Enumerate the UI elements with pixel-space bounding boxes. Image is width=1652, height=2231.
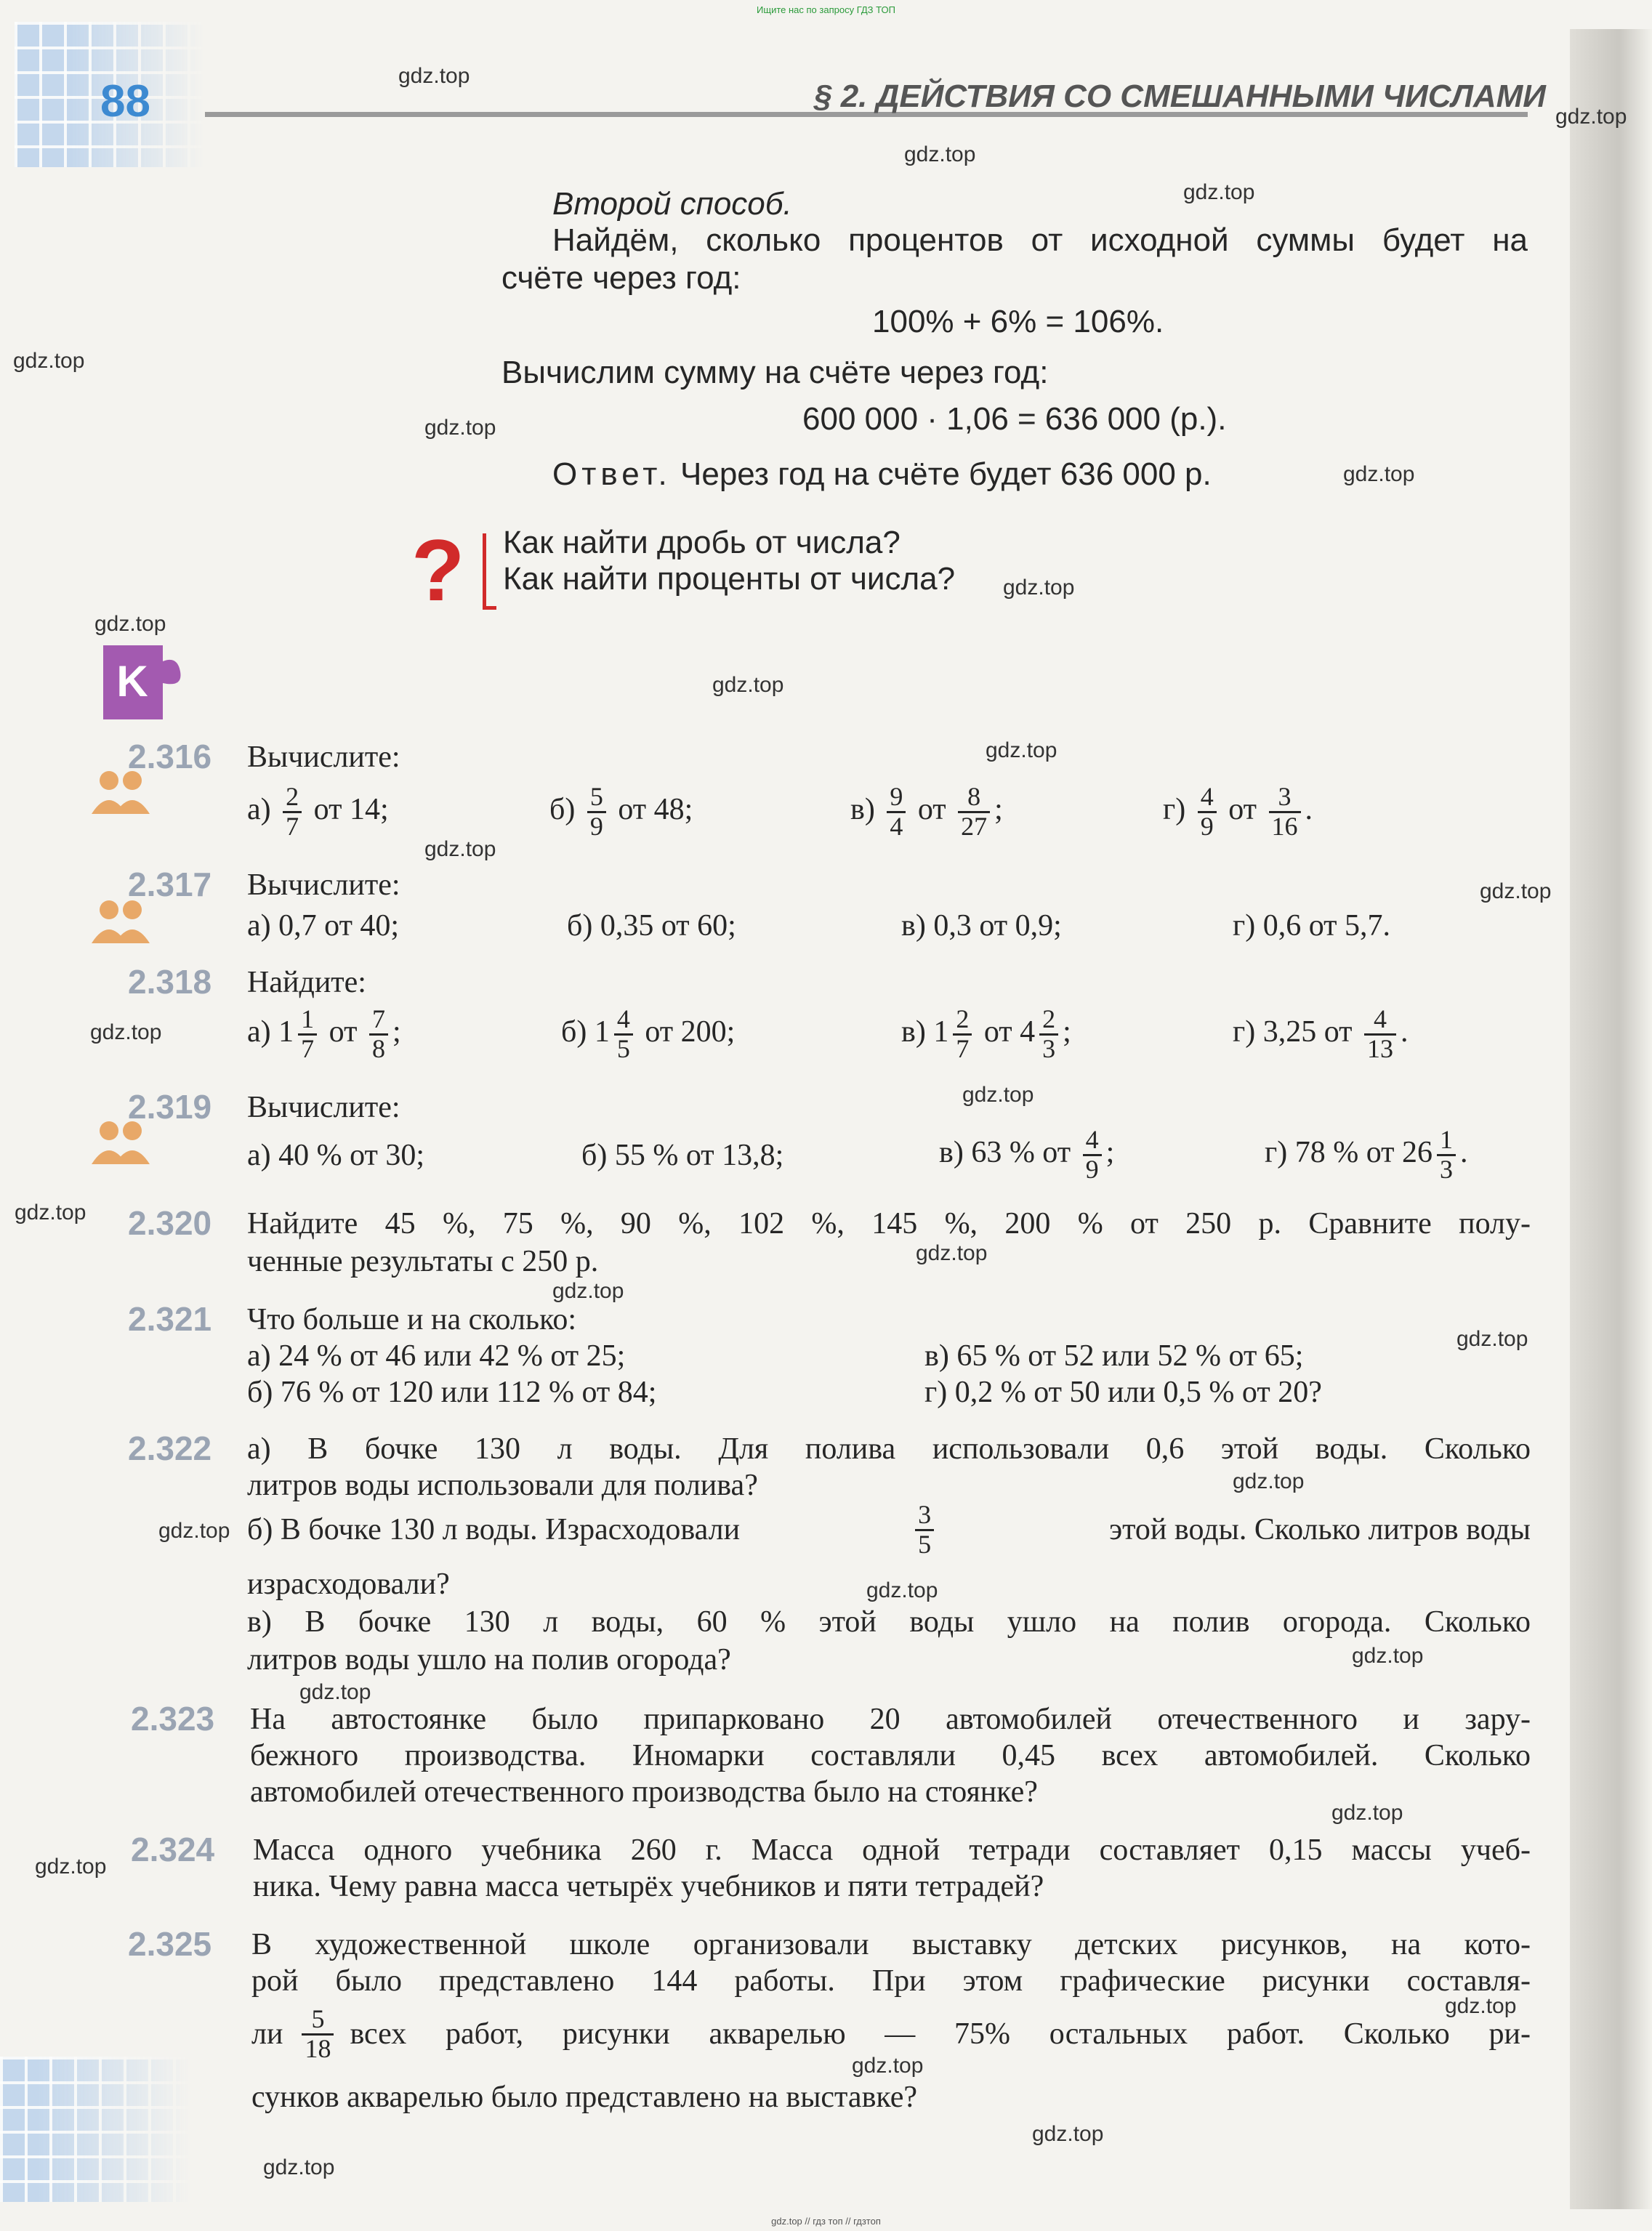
watermark: gdz.top	[1480, 879, 1552, 903]
problem-318-b: б) 1 $\frac{4}{5}$ от 200;	[561, 1004, 736, 1063]
problem-319-b: б) 55 % от 13,8;	[581, 1139, 784, 1172]
watermark: gdz.top	[1445, 1994, 1517, 2018]
corner-grid-decoration-bottom	[0, 2057, 189, 2202]
watermark: gdz.top	[1003, 576, 1075, 600]
problem-title: Вычислите:	[247, 741, 400, 774]
problem-322-b-line-1: б) В бочке 130 л воды. Израсходовали $\frac{3}{5}$ этой воды. Сколько литров воды	[247, 1500, 1531, 1559]
problem-318-a: а) 1 $\frac{1}{7}$ от $\frac{7}{8}$ ;	[247, 1004, 401, 1063]
problem-325-line-1: В художественной школе организовали выставку детских рисунков, на кото-	[251, 1928, 1531, 1961]
puzzle-k-icon	[99, 640, 193, 727]
watermark: gdz.top	[424, 416, 496, 440]
problem-320-line-2: ченные результаты с 250 р.	[247, 1245, 599, 1278]
problem-number: 2.317	[128, 866, 212, 903]
watermark: gdz.top	[90, 1020, 162, 1044]
page-spine-shadow	[1570, 29, 1652, 2209]
bracket-decoration	[483, 533, 496, 610]
problem-323-line-1: На автостоянке было припарковано 20 автомобилей отечественного и зару-	[250, 1703, 1531, 1736]
answer-text: Через год на счёте будет 636 000 р.	[680, 456, 1212, 492]
section-title: § 2. ДЕЙСТВИЯ СО СМЕШАННЫМИ ЧИСЛАМИ	[814, 78, 1546, 114]
watermark: gdz.top	[398, 64, 470, 88]
watermark: gdz.top	[1352, 1644, 1424, 1668]
watermark: gdz.top	[916, 1241, 988, 1265]
watermark: gdz.top	[299, 1680, 371, 1704]
question-1: Как найти дробь от числа?	[503, 525, 900, 560]
problem-316-b: б) $\frac{5}{9}$ от 48;	[549, 782, 693, 841]
method-line-2: счёте через год:	[501, 260, 741, 296]
problem-318-d: г) 3,25 от $\frac{4}{13}$ .	[1233, 1004, 1409, 1063]
method-line-3: Вычислим сумму на счёте через год:	[501, 355, 1049, 390]
problem-316-c: в) $\frac{9}{4}$ от $\frac{8}{27}$ ;	[850, 782, 1003, 841]
watermark: gdz.top	[1456, 1327, 1528, 1351]
answer	[552, 456, 1212, 493]
problem-320-line-1: Найдите 45 %, 75 %, 90 %, 102 %, 145 %, 200 % от 250 р. Сравните полу-	[247, 1207, 1531, 1240]
problem-318-c: в) 1 $\frac{2}{7}$ от 4 $\frac{2}{3}$ ;	[901, 1004, 1071, 1063]
problem-322-c-line-2: литров воды ушло на полив огорода?	[247, 1643, 731, 1677]
problem-number: 2.318	[128, 963, 212, 1001]
problem-324-line-1: Масса одного учебника 260 г. Масса одной тетради составляет 0,15 массы учеб-	[253, 1833, 1531, 1867]
problem-323-line-2: бежного производства. Иномарки составляли 0,45 всех автомобилей. Сколько	[250, 1739, 1531, 1772]
method-equation-2: 600 000 · 1,06 = 636 000 (р.).	[802, 401, 1227, 437]
problem-number: 2.316	[128, 738, 212, 775]
problem-number: 2.324	[131, 1831, 215, 1868]
problem-317-d: г) 0,6 от 5,7.	[1233, 909, 1391, 943]
problem-number: 2.325	[128, 1925, 212, 1963]
watermark: gdz.top	[1183, 180, 1255, 204]
question-2: Как найти проценты от числа?	[503, 561, 956, 597]
watermark: gdz.top	[866, 1578, 938, 1602]
problem-number: 2.319	[128, 1088, 212, 1126]
problem-317-a: а) 0,7 от 40;	[247, 909, 400, 943]
watermark: gdz.top	[94, 612, 166, 636]
watermark: gdz.top	[712, 673, 784, 697]
problem-title: Вычислите:	[247, 868, 400, 902]
watermark: gdz.top	[986, 738, 1057, 762]
problem-322-a-line-2: литров воды использовали для полива?	[247, 1469, 758, 1502]
problem-321-a: а) 24 % от 46 или 42 % от 25;	[247, 1339, 626, 1373]
page-number: 88	[100, 76, 150, 126]
answer-label: Ответ.	[552, 456, 672, 492]
problem-title: Найдите:	[247, 966, 366, 999]
watermark: gdz.top	[15, 1201, 86, 1225]
problem-317-c: в) 0,3 от 0,9;	[901, 909, 1062, 943]
method-title: Второй способ.	[552, 186, 792, 222]
watermark: gdz.top	[852, 2054, 924, 2078]
badge-letter: K	[116, 657, 148, 706]
watermark: gdz.top	[1331, 1801, 1403, 1825]
problem-325-line-4: сунков акварелью было представлено на выставке?	[251, 2081, 918, 2114]
problem-323-line-3: автомобилей отечественного производства было на стоянке?	[250, 1775, 1038, 1809]
problem-317-b: б) 0,35 от 60;	[567, 909, 736, 943]
problem-number: 2.323	[131, 1700, 215, 1738]
problem-316-a: а) $\frac{2}{7}$ от 14;	[247, 782, 389, 841]
problem-325-line-2: рой было представлено 144 работы. При этом графические рисунки составля-	[251, 1964, 1531, 1998]
problem-321-c: в) 65 % от 52 или 52 % от 65;	[924, 1339, 1304, 1373]
problem-324-line-2: ника. Чему равна масса четырёх учебников и пяти тетрадей?	[253, 1870, 1044, 1903]
problem-title: Вычислите:	[247, 1091, 400, 1124]
problem-319-d: г) 78 % от 26 $\frac{1}{3}$ .	[1265, 1125, 1468, 1184]
watermark: gdz.top	[1555, 105, 1627, 129]
footer-note: gdz.top // гдз топ // гдзтоп	[771, 2216, 881, 2227]
problem-322-c-line-1: в) В бочке 130 л воды, 60 % этой воды ушло на полив огорода. Сколько	[247, 1605, 1531, 1639]
method-equation-1: 100% + 6% = 106%.	[872, 304, 1164, 339]
method-line-1: Найдём, сколько процентов от исходной суммы будет на	[552, 222, 1528, 258]
problem-number: 2.320	[128, 1204, 212, 1242]
watermark: gdz.top	[424, 837, 496, 861]
watermark: gdz.top	[158, 1519, 230, 1543]
question-mark-icon: ?	[411, 522, 465, 619]
watermark: gdz.top	[552, 1279, 624, 1303]
problem-319-c: в) 63 % от $\frac{4}{9}$ ;	[939, 1125, 1115, 1184]
top-note: Ищите нас по запросу ГДЗ ТОП	[757, 4, 895, 15]
problem-325-line-3: ли $\frac{5}{18}$ всех работ, рисунки акварелью — 75% остальных работ. Сколько ри-	[251, 2004, 1531, 2063]
problem-321-d: г) 0,2 % от 50 или 0,5 % от 20?	[924, 1376, 1322, 1409]
watermark: gdz.top	[1032, 2122, 1104, 2146]
problem-321-b: б) 76 % от 120 или 112 % от 84;	[247, 1376, 657, 1409]
problem-number: 2.321	[128, 1300, 212, 1338]
watermark: gdz.top	[263, 2155, 335, 2179]
watermark: gdz.top	[35, 1855, 107, 1879]
watermark: gdz.top	[1233, 1469, 1305, 1493]
watermark: gdz.top	[904, 142, 976, 166]
problem-322-b-line-2: израсходовали?	[247, 1568, 450, 1601]
watermark: gdz.top	[1343, 462, 1415, 486]
problem-number: 2.322	[128, 1429, 212, 1467]
watermark: gdz.top	[962, 1083, 1034, 1107]
pair-work-icon	[87, 897, 154, 948]
watermark: gdz.top	[13, 349, 85, 373]
problem-322-a-line-1: а) В бочке 130 л воды. Для полива использовали 0,6 этой воды. Сколько	[247, 1432, 1531, 1466]
problem-319-a: а) 40 % от 30;	[247, 1139, 425, 1172]
problem-title: Что больше и на сколько:	[247, 1303, 577, 1336]
problem-316-d: г) $\frac{4}{9}$ от $\frac{3}{16}$ .	[1163, 782, 1313, 841]
